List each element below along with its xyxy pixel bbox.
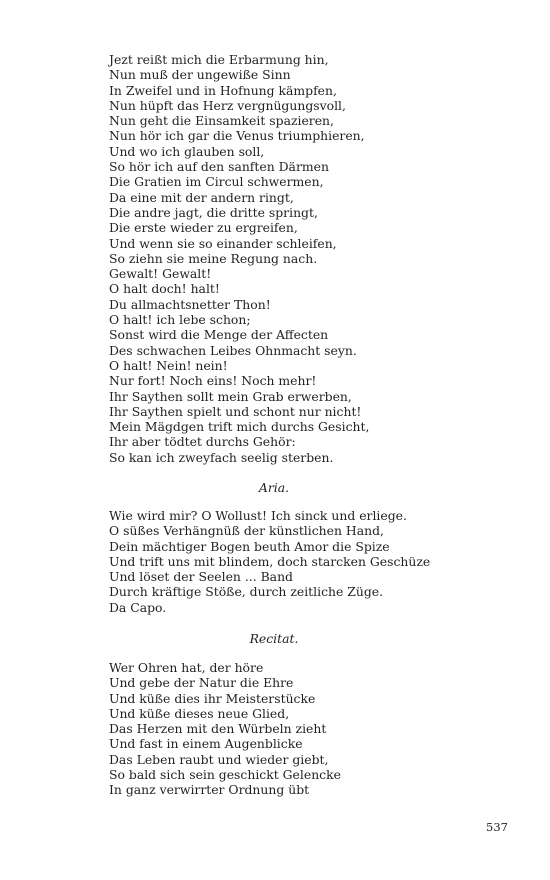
verse-line: Und küße dies ihr Meisterstücke [109,690,316,706]
verse-line: In Zweifel und in Hofnung kämpfen, [109,82,337,98]
verse-line: Das Leben raubt und wieder giebt, [109,751,329,767]
verse-line: Nun hüpft das Herz vergnügungsvoll, [109,97,346,113]
verse-line: O halt doch! halt! [109,281,220,297]
verse-line: Da eine mit der andern ringt, [109,189,294,205]
verse-line: So bald sich sein geschickt Gelencke [109,767,341,783]
aria-verse-block [109,508,439,615]
verse-line: O halt! Nein! nein! [109,357,228,373]
verse-line: Und wenn sie so einander schleifen, [109,235,337,251]
verse-line: Und fast in einem Augenblicke [109,736,303,752]
verse-line: Die andre jagt, die dritte springt, [109,204,318,220]
verse-line: In ganz verwirrter Ordnung übt [109,782,310,798]
verse-line: Und gebe der Natur die Ehre [109,675,294,691]
verse-line: Ihr aber tödtet durchs Gehör: [109,434,296,450]
verse-line: Dein mächtiger Bogen beuth Amor die Spize [109,538,390,554]
verse-line: Des schwachen Leibes Ohnmacht seyn. [109,342,357,358]
verse-line: Sonst wird die Menge der Affecten [109,327,329,343]
section-heading-recitat: Recitat. [249,631,299,646]
verse-line: Nun muß der ungewiße Sinn [109,67,291,83]
verse-line: Du allmachtsnetter Thon! [109,296,271,312]
verse-line: So kan ich zweyfach seelig sterben. [109,449,334,465]
verse-line: Wer Ohren hat, der höre [109,660,264,675]
verse-line: Nun hör ich gar die Venus triumphieren, [109,128,365,144]
verse-line: Und trift uns mit blindem, doch starcken Geschüze [109,553,431,569]
verse-line: Die Gratien im Circul schwermen, [109,174,324,190]
verse-line: Durch kräftige Stöße, durch zeitliche Züge. [109,584,384,600]
verse-line: Und löset der Seelen ... Band [109,569,293,585]
verse-line: Wie wird mir? O Wollust! Ich sinck und erliege. [109,508,407,523]
verse-line: Nur fort! Noch eins! Noch mehr! [109,373,317,389]
recitative-verse-block [109,52,439,465]
page-number: 537 [486,820,508,834]
verse-line: Das Herzen mit den Würbeln zieht [109,721,327,737]
verse-line: O süßes Verhängnüß der künstlichen Hand, [109,523,384,539]
verse-line: Und wo ich glauben soll, [109,143,265,159]
verse-line: Da Capo. [109,599,167,615]
verse-line: Ihr Saythen spielt und schont nur nicht! [109,403,362,419]
verse-line: Ihr Saythen sollt mein Grab erwerben, [109,388,352,404]
verse-line: O halt! ich lebe schon; [109,312,251,328]
verse-line: Und küße dieses neue Glied, [109,705,290,721]
recitat-verse-block [109,660,439,798]
verse-line: Die erste wieder zu ergreifen, [109,220,298,236]
verse-line: So hör ich auf den sanften Därmen [109,159,329,175]
verse-line: Jezt reißt mich die Erbarmung hin, [109,52,329,67]
verse-line: Mein Mägdgen trift mich durchs Gesicht, [109,419,370,435]
verse-line: Gewalt! Gewalt! [109,266,212,282]
verse-line: Nun geht die Einsamkeit spazieren, [109,113,334,129]
verse-line: So ziehn sie meine Regung nach. [109,250,318,266]
section-heading-aria: Aria. [258,480,290,495]
